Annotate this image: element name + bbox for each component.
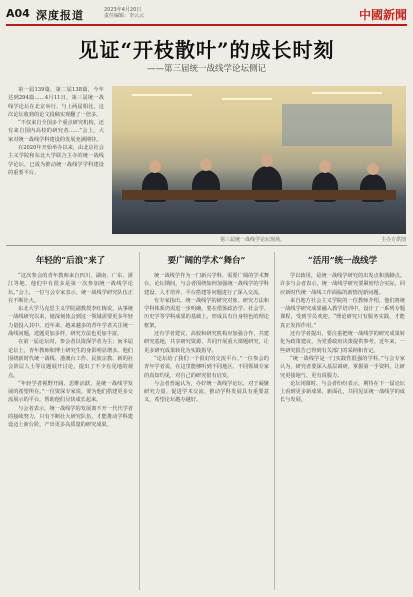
display-screen [282, 104, 392, 146]
column-paragraph: 在第一届论坛时，参会者以资深学者为主；而本届论坛上，青年教师和博士研究生的身影明显增多。他们围绕新时代统一战线、港澳台工作、民族宗教、新的社会阶层人士等议题展开讨论，提出了不少有见地的观点。 [8, 339, 133, 379]
attendee-head [149, 160, 161, 173]
ceiling-light [222, 98, 272, 100]
column-paragraph: 与会者普遍认为，办好统一战线学论坛，对于凝聚研究力量、促进学术交流、推动学科发展具有重要意义，希望论坛越办越好。 [144, 380, 269, 404]
column-1 [8, 254, 133, 592]
photo-caption-text: 第三届统一战线学论坛现场。 [220, 237, 286, 243]
column-paragraph: 论坛闭幕时，与会者纷纷表示，期待在下一届论坛上看到更多新成果、新面孔，共同见证统一战线学的成长与发展。 [280, 380, 405, 404]
column-paragraph: “统一战线学是一门实践性很强的学科。”与会专家认为，研究者要深入基层调研，掌握第一手资料，让研究更接地气、更有说服力。 [280, 355, 405, 379]
intro-paragraph: “不仅来自全国多个重点研究机构，还有来自国内高校的研究者……”会上，大家对统一战线学科建设的发展充满期待。 [8, 120, 104, 143]
attendee-head [261, 154, 273, 167]
column-paragraph: 来自地方社会主义学院的一位教师介绍，他们将统一战线学研究成果融入教学培训中，设计了一系列专题课程，受到学员欢迎。“理论研究只有服务实践，才能真正发挥作用。” [280, 297, 405, 329]
column-3 [280, 254, 405, 592]
article-headline: 见证“开枝散叶”的成长时刻 [78, 38, 335, 62]
editor-line: 责任编辑：李云云 [104, 13, 145, 19]
column-body [144, 272, 269, 590]
intro-paragraph: 第一届139篇，第二届138篇，今年达到294篇……4月11日，第三届统一战线学论坛在北京举行，与上两届相比，这次论坛收到的论文投稿实现翻了一倍多。 [8, 87, 104, 118]
column-paragraph: “年轻学者视野开阔、思维活跃，是统一战线学发展的希望所在。”一位资深专家说，要为他们搭建更多交流展示的平台，帮助他们尽快成长起来。 [8, 380, 133, 404]
column-paragraph: 还有学者建议，高校和研究机构应加强合作，共建研究基地，共享研究资源，共同开展重大课题研究，让更多研究成果转化为实践指导。 [144, 331, 269, 354]
column-paragraph: 学以致用，是统一战线学研究的出发点和落脚点。许多与会者表示，统一战线学研究要紧密结合实际，回应新时代统一战线工作面临的新情况新问题。 [280, 273, 405, 296]
column-paragraph: 有专家指出，统一战线学的研究对象、研究方法和学科体系仍需进一步明确，要在借鉴政治学、社会学、历史学等学科成果的基础上，形成具有自身特色的理论框架。 [144, 297, 269, 329]
intro-text [8, 86, 104, 238]
column-divider [274, 252, 275, 590]
photo-credit: 主办方供图 [380, 237, 406, 243]
intro-paragraph: 在2020年开始举办以来，由北京社会主义学院和东北大学联合主办的统一战线学论坛，已成为推动统一战线学学科建设的重要平台。 [8, 145, 104, 176]
column-paragraph: 与会者表示，统一战线学的发展离不开一代代学者的接续努力，只有不断壮大研究队伍，才能推动学科建设迈上新台阶，产出更多高质量的研究成果。 [8, 405, 133, 429]
attendee-head [200, 158, 212, 171]
column-paragraph: 统一战线学作为一门新兴学科，需要广阔的学术舞台。论坛期间，与会者围绕如何加强统一战线学的学科建设、人才培养、平台搭建等问题进行了深入交流。 [144, 273, 269, 296]
column-body [280, 272, 405, 590]
page-code: A04 [6, 7, 30, 20]
column-paragraph: “论坛给了我们一个很好的交流平台。”一位参会的青年学者说，在这里能够听到不同地区、不同领域专家的真知灼见，对自己的研究很有启发。 [144, 355, 269, 379]
ceiling-light [312, 92, 382, 94]
section-name: 深度报道 [36, 9, 84, 22]
ceiling-light [132, 94, 192, 96]
column-title: 年轻的“后浪”来了 [35, 256, 106, 266]
masthead [6, 6, 407, 26]
newspaper-logo: 中國新聞 [358, 8, 407, 22]
issue-meta [104, 7, 164, 19]
column-body [8, 272, 133, 590]
column-2 [144, 254, 269, 592]
column-title: “活用”统一战线学 [307, 256, 378, 266]
column-paragraph: “这次参会的青年教师来自四川、湖南、广东、浙江等地，他们中有很多是第一次参加统一战线学论坛。”会上，一位与会专家表示，统一战线学研究队伍正在不断壮大。 [8, 273, 133, 304]
column-paragraph: 还有学者提出，要注重把统一战线学的研究成果转化为政策建议，为党委政府决策提供参考。近年来，一些研究报告已得到有关部门的采纳和肯定。 [280, 331, 405, 354]
column-divider [139, 252, 140, 590]
attendee-head [367, 163, 379, 175]
section-divider [6, 245, 407, 246]
forum-photo [112, 86, 406, 234]
column-title: 要广阔的学术“舞台” [167, 256, 246, 266]
attendee-head [319, 160, 331, 173]
conference-table [122, 190, 396, 200]
column-paragraph: 东北大学马克思主义学院副教授李红梅说，从事统一战线研究以来，她深刻体会到这一领域需要更多年轻力量投入其中。近年来，越来越多的青年学者关注统一战线问题，选题更加多样，研究方法也更加丰富。 [8, 306, 133, 338]
issue-date: 2023年4月20日 [104, 7, 142, 13]
article-subhead: ——第三届统一战线学论坛侧记 [146, 64, 266, 74]
